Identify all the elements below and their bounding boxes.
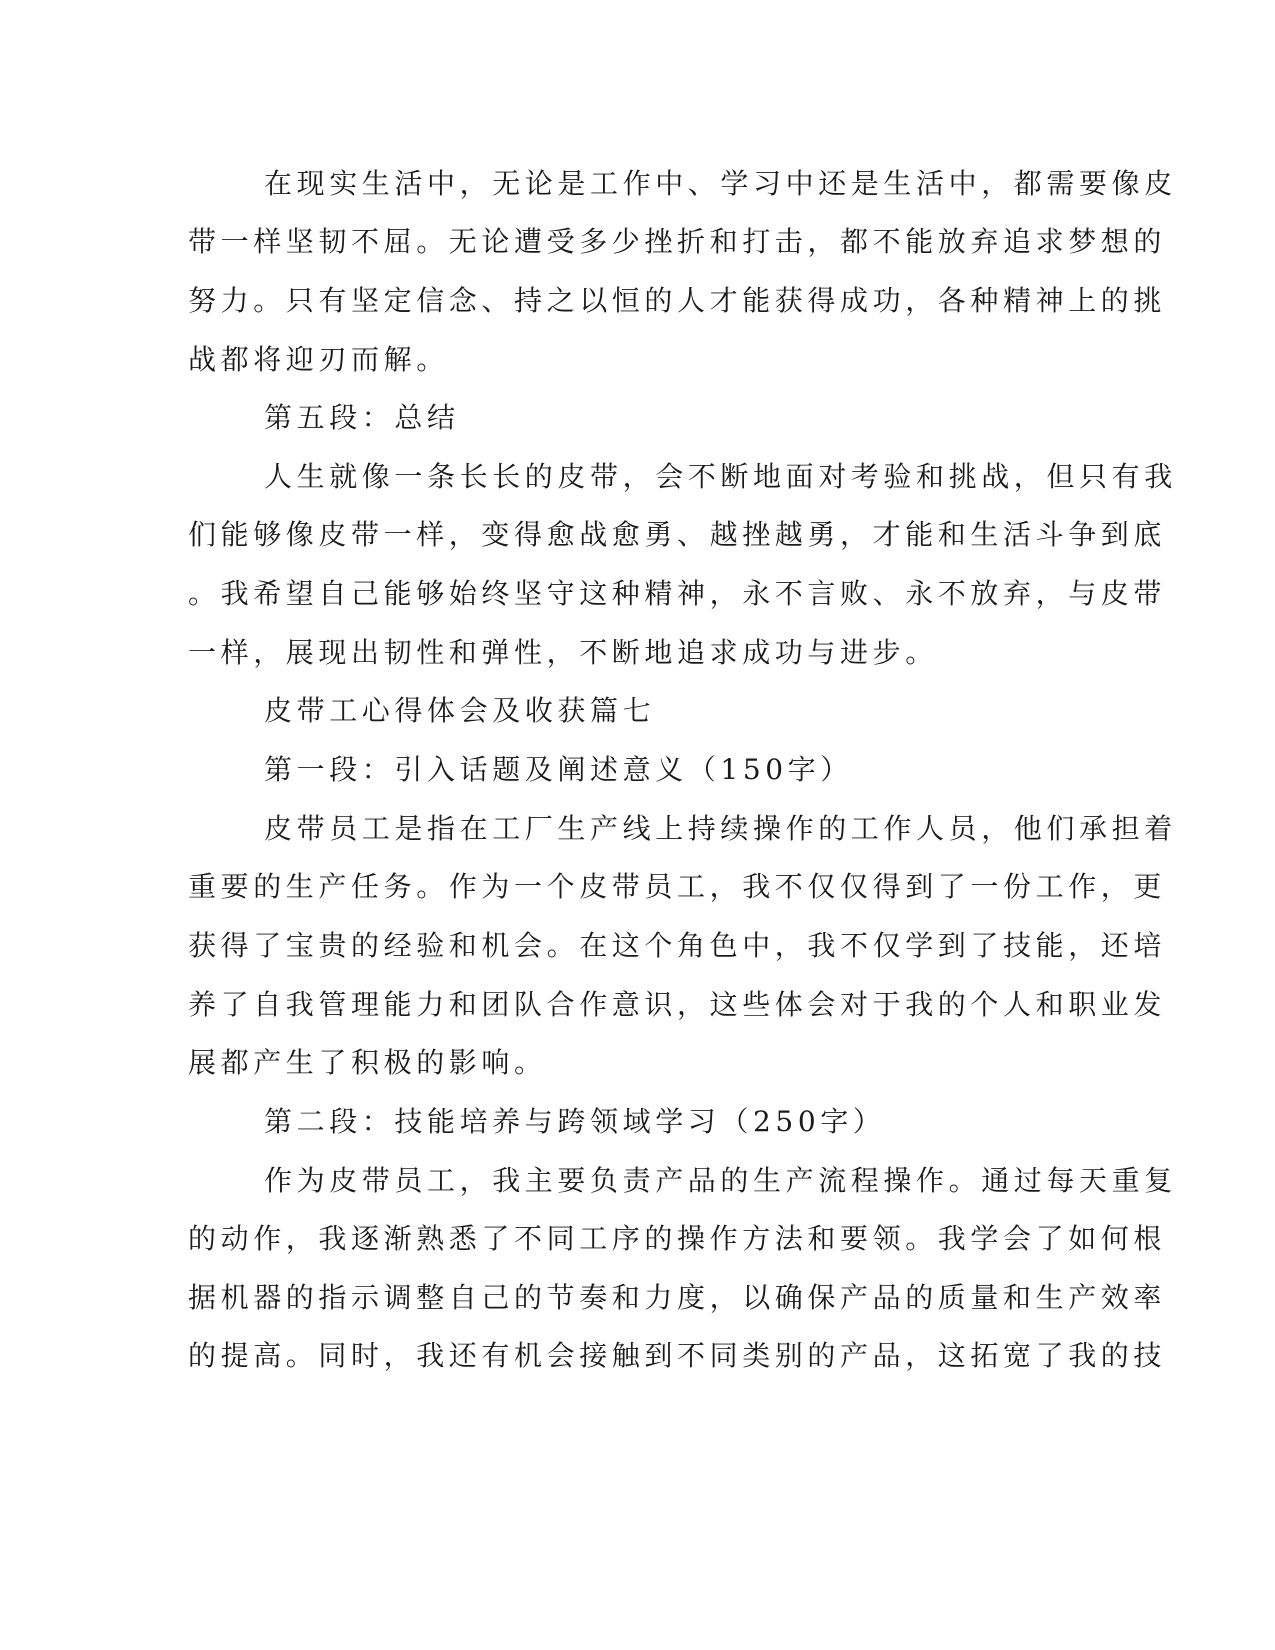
- text-line: 展都产生了积极的影响。: [188, 1046, 547, 1079]
- text-line: 。我希望自己能够始终坚守这种精神，永不言败、永不放弃，与皮带: [188, 577, 1167, 610]
- section-heading: 第五段：总结: [264, 401, 460, 434]
- text-line: 重要的生产任务。作为一个皮带员工，我不仅仅得到了一份工作，更: [188, 870, 1167, 903]
- text-line: 据机器的指示调整自己的节奏和力度，以确保产品的质量和生产效率: [188, 1281, 1167, 1314]
- text-line: 的提高。同时，我还有机会接触到不同类别的产品，这拓宽了我的技: [188, 1339, 1167, 1372]
- article-title: 皮带工心得体会及收获篇七: [264, 694, 656, 727]
- text-line: 在现实生活中，无论是工作中、学习中还是生活中，都需要像皮: [264, 167, 1177, 200]
- text-line: 带一样坚韧不屈。无论遭受多少挫折和打击，都不能放弃追求梦想的: [188, 225, 1167, 258]
- text-line: 努力。只有坚定信念、持之以恒的人才能获得成功，各种精神上的挑: [188, 284, 1167, 317]
- text-line: 人生就像一条长长的皮带，会不断地面对考验和挑战，但只有我: [264, 460, 1177, 493]
- text-line: 获得了宝贵的经验和机会。在这个角色中，我不仅学到了技能，还培: [188, 929, 1167, 962]
- text-line: 皮带员工是指在工厂生产线上持续操作的工作人员，他们承担着: [264, 812, 1177, 845]
- text-line: 作为皮带员工，我主要负责产品的生产流程操作。通过每天重复: [264, 1164, 1177, 1197]
- section-heading: 第一段：引入话题及阐述意义（150字）: [264, 753, 853, 786]
- text-line: 养了自我管理能力和团队合作意识，这些体会对于我的个人和职业发: [188, 988, 1167, 1021]
- section-heading: 第二段：技能培养与跨领域学习（250字）: [264, 1105, 886, 1138]
- text-line: 战都将迎刃而解。: [188, 343, 449, 376]
- text-line: 一样，展现出韧性和弹性，不断地追求成功与进步。: [188, 636, 938, 669]
- text-line: 们能够像皮带一样，变得愈战愈勇、越挫越勇，才能和生活斗争到底: [188, 518, 1167, 551]
- text-line: 的动作，我逐渐熟悉了不同工序的操作方法和要领。我学会了如何根: [188, 1222, 1167, 1255]
